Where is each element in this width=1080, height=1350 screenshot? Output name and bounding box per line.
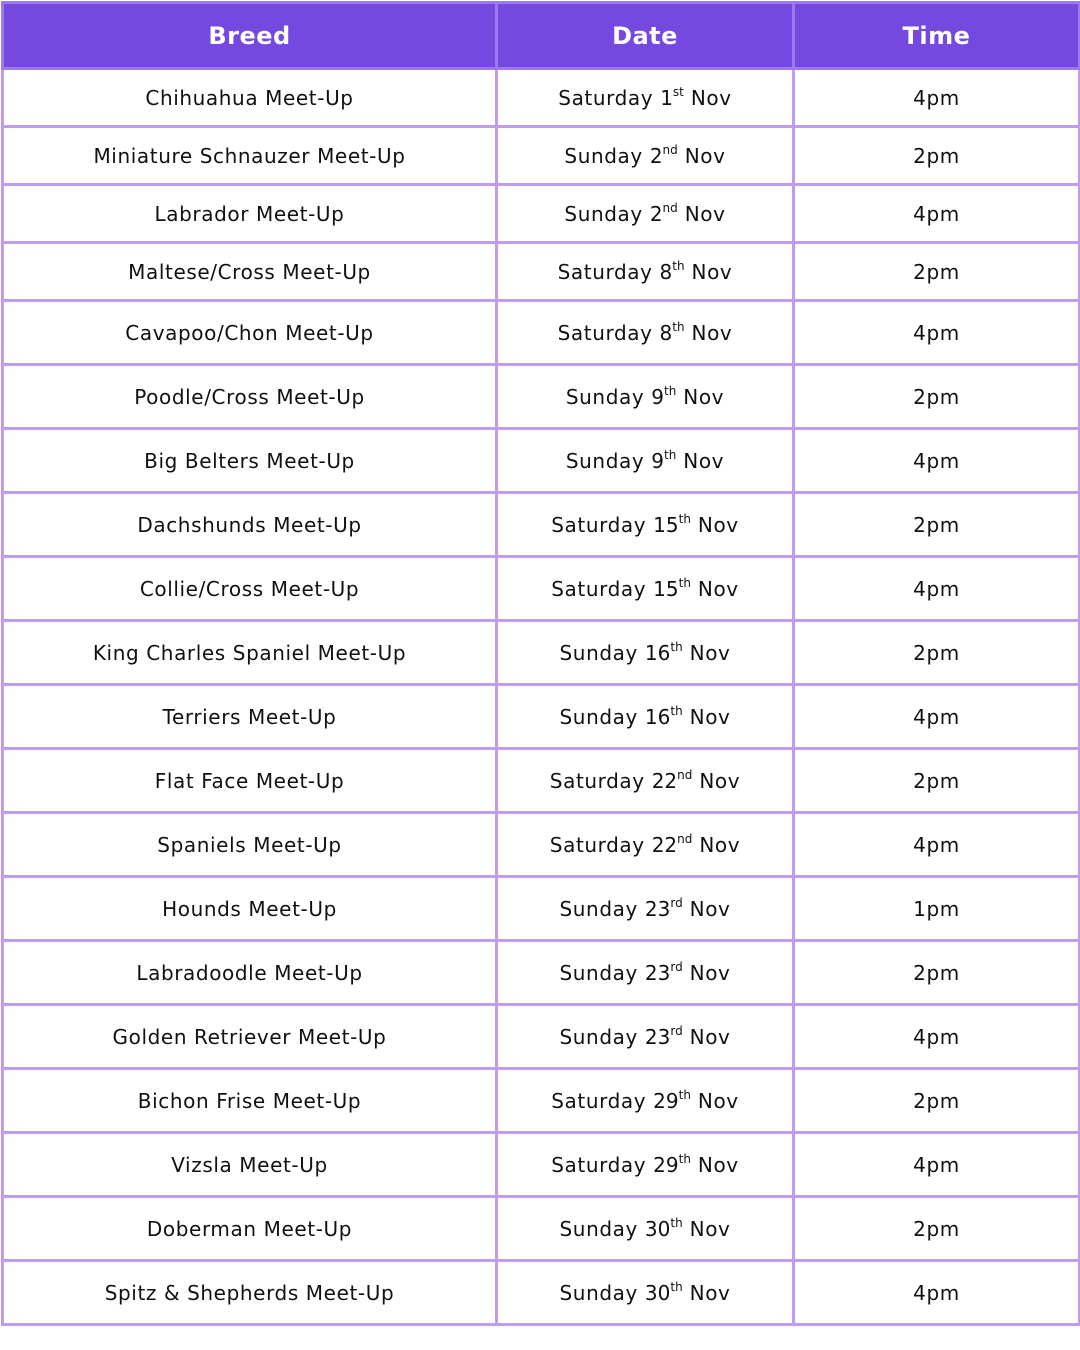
date-suffix: th xyxy=(670,703,683,718)
date-cell xyxy=(497,1069,794,1133)
table-row xyxy=(3,749,1080,813)
date-cell xyxy=(497,749,794,813)
date-suffix: th xyxy=(670,639,683,654)
date-cell xyxy=(497,557,794,621)
date-cell xyxy=(497,301,794,365)
table-row xyxy=(3,813,1080,877)
breed-cell: Labradoodle Meet-Up xyxy=(3,941,497,1005)
header-breed: Breed xyxy=(3,3,497,69)
date-day: Sunday xyxy=(565,448,645,473)
date-cell xyxy=(497,941,794,1005)
breed-cell: Hounds Meet-Up xyxy=(3,877,497,941)
breed-cell: King Charles Spaniel Meet-Up xyxy=(3,621,497,685)
date-cell xyxy=(497,621,794,685)
date-number: 15 xyxy=(653,576,679,601)
table-row xyxy=(3,877,1080,941)
date-month: Nov xyxy=(699,832,741,857)
date-cell xyxy=(497,185,794,243)
date-number: 29 xyxy=(653,1088,679,1113)
date-number: 16 xyxy=(644,640,671,665)
breed-cell: Cavapoo/Chon Meet-Up xyxy=(3,301,497,365)
date-month: Nov xyxy=(689,1216,731,1241)
date-cell xyxy=(497,685,794,749)
breed-cell: Spaniels Meet-Up xyxy=(3,813,497,877)
table-row xyxy=(3,1133,1080,1197)
breed-cell: Poodle/Cross Meet-Up xyxy=(3,365,497,429)
date-suffix: th xyxy=(678,1151,691,1166)
time-cell: 2pm xyxy=(794,941,1080,1005)
date-suffix: th xyxy=(670,1279,683,1294)
table-row xyxy=(3,301,1080,365)
date-number: 8 xyxy=(659,259,673,284)
breed-cell: Labrador Meet-Up xyxy=(3,185,497,243)
date-month: Nov xyxy=(684,201,726,226)
date-cell xyxy=(497,493,794,557)
date-cell xyxy=(497,877,794,941)
date-number: 30 xyxy=(644,1216,671,1241)
date-day: Sunday xyxy=(565,384,645,409)
date-month: Nov xyxy=(691,320,733,345)
date-suffix: th xyxy=(664,447,677,462)
time-cell: 4pm xyxy=(794,1005,1080,1069)
time-cell: 2pm xyxy=(794,621,1080,685)
table-row xyxy=(3,185,1080,243)
date-day: Sunday xyxy=(559,1024,638,1049)
breed-cell: Flat Face Meet-Up xyxy=(3,749,497,813)
date-day: Sunday xyxy=(559,1216,638,1241)
date-cell xyxy=(497,243,794,301)
date-month: Nov xyxy=(699,768,741,793)
date-number: 8 xyxy=(659,320,673,345)
date-suffix: th xyxy=(672,258,685,273)
time-cell: 4pm xyxy=(794,1133,1080,1197)
date-month: Nov xyxy=(697,1152,739,1177)
date-month: Nov xyxy=(690,85,732,110)
table-row xyxy=(3,429,1080,493)
date-month: Nov xyxy=(697,512,739,537)
date-suffix: nd xyxy=(662,200,678,215)
date-month: Nov xyxy=(689,960,731,985)
date-number: 30 xyxy=(644,1280,671,1305)
date-suffix: rd xyxy=(670,895,683,910)
breed-cell: Miniature Schnauzer Meet-Up xyxy=(3,127,497,185)
date-number: 9 xyxy=(651,448,664,473)
table-row xyxy=(3,365,1080,429)
table-row xyxy=(3,1005,1080,1069)
time-cell: 4pm xyxy=(794,69,1080,127)
date-cell xyxy=(497,365,794,429)
breed-cell: Doberman Meet-Up xyxy=(3,1197,497,1261)
date-suffix: th xyxy=(678,511,691,526)
breed-cell: Collie/Cross Meet-Up xyxy=(3,557,497,621)
date-number: 23 xyxy=(644,960,671,985)
date-number: 22 xyxy=(651,768,678,793)
breed-cell: Maltese/Cross Meet-Up xyxy=(3,243,497,301)
breed-cell: Golden Retriever Meet-Up xyxy=(3,1005,497,1069)
date-day: Saturday xyxy=(551,512,647,537)
date-suffix: th xyxy=(678,1087,691,1102)
table-row xyxy=(3,243,1080,301)
time-cell: 4pm xyxy=(794,185,1080,243)
date-month: Nov xyxy=(691,259,733,284)
date-month: Nov xyxy=(683,448,725,473)
time-cell: 2pm xyxy=(794,127,1080,185)
time-cell: 4pm xyxy=(794,813,1080,877)
date-month: Nov xyxy=(689,640,731,665)
date-month: Nov xyxy=(697,1088,739,1113)
date-day: Saturday xyxy=(557,259,653,284)
date-month: Nov xyxy=(683,384,725,409)
table-row xyxy=(3,1197,1080,1261)
date-day: Saturday xyxy=(551,1152,647,1177)
breed-cell: Dachshunds Meet-Up xyxy=(3,493,497,557)
breed-cell: Big Belters Meet-Up xyxy=(3,429,497,493)
date-day: Sunday xyxy=(564,201,643,226)
table-row xyxy=(3,557,1080,621)
date-number: 2 xyxy=(649,201,663,226)
date-number: 23 xyxy=(644,1024,671,1049)
date-suffix: th xyxy=(678,575,691,590)
table-row xyxy=(3,1261,1080,1325)
date-month: Nov xyxy=(697,576,739,601)
time-cell: 2pm xyxy=(794,243,1080,301)
date-number: 16 xyxy=(644,704,671,729)
date-suffix: nd xyxy=(662,142,678,157)
time-cell: 4pm xyxy=(794,301,1080,365)
date-cell xyxy=(497,1005,794,1069)
table-row xyxy=(3,685,1080,749)
breed-cell: Spitz & Shepherds Meet-Up xyxy=(3,1261,497,1325)
date-cell xyxy=(497,1197,794,1261)
date-cell xyxy=(497,1261,794,1325)
date-suffix: rd xyxy=(670,959,683,974)
time-cell: 1pm xyxy=(794,877,1080,941)
date-number: 23 xyxy=(644,896,671,921)
table-row xyxy=(3,127,1080,185)
date-day: Sunday xyxy=(559,704,638,729)
time-cell: 2pm xyxy=(794,493,1080,557)
date-suffix: nd xyxy=(677,831,693,846)
date-cell xyxy=(497,69,794,127)
date-suffix: th xyxy=(670,1215,683,1230)
date-day: Sunday xyxy=(559,1280,638,1305)
breed-cell: Bichon Frise Meet-Up xyxy=(3,1069,497,1133)
date-number: 15 xyxy=(653,512,679,537)
breed-cell: Chihuahua Meet-Up xyxy=(3,69,497,127)
breed-cell: Vizsla Meet-Up xyxy=(3,1133,497,1197)
date-suffix: st xyxy=(672,84,684,99)
date-day: Saturday xyxy=(551,1088,647,1113)
date-month: Nov xyxy=(689,1024,731,1049)
table-row xyxy=(3,1069,1080,1133)
date-number: 1 xyxy=(660,85,673,110)
time-cell: 4pm xyxy=(794,557,1080,621)
table-row xyxy=(3,493,1080,557)
date-month: Nov xyxy=(684,143,726,168)
date-cell xyxy=(497,1133,794,1197)
date-day: Saturday xyxy=(549,832,645,857)
date-cell xyxy=(497,127,794,185)
date-suffix: nd xyxy=(677,767,693,782)
breed-cell: Terriers Meet-Up xyxy=(3,685,497,749)
date-month: Nov xyxy=(689,1280,731,1305)
date-month: Nov xyxy=(689,896,731,921)
date-day: Saturday xyxy=(558,85,654,110)
date-cell xyxy=(497,813,794,877)
date-day: Sunday xyxy=(559,896,638,921)
date-suffix: th xyxy=(672,319,685,334)
date-number: 22 xyxy=(651,832,678,857)
date-day: Saturday xyxy=(549,768,645,793)
time-cell: 4pm xyxy=(794,429,1080,493)
meetup-schedule-table xyxy=(1,1,1080,1326)
time-cell: 2pm xyxy=(794,749,1080,813)
time-cell: 4pm xyxy=(794,685,1080,749)
table-row xyxy=(3,621,1080,685)
header-time: Time xyxy=(794,3,1080,69)
time-cell: 2pm xyxy=(794,1197,1080,1261)
date-number: 29 xyxy=(653,1152,679,1177)
date-day: Saturday xyxy=(551,576,647,601)
table-body xyxy=(3,69,1080,1325)
date-day: Sunday xyxy=(559,640,638,665)
date-day: Saturday xyxy=(557,320,653,345)
time-cell: 4pm xyxy=(794,1261,1080,1325)
date-number: 2 xyxy=(649,143,663,168)
date-number: 9 xyxy=(651,384,664,409)
date-suffix: rd xyxy=(670,1023,683,1038)
date-month: Nov xyxy=(689,704,731,729)
header-row xyxy=(3,3,1080,69)
time-cell: 2pm xyxy=(794,1069,1080,1133)
table-header xyxy=(3,3,1080,69)
time-cell: 2pm xyxy=(794,365,1080,429)
table-row xyxy=(3,69,1080,127)
table-row xyxy=(3,941,1080,1005)
header-date: Date xyxy=(497,3,794,69)
date-day: Sunday xyxy=(564,143,643,168)
date-day: Sunday xyxy=(559,960,638,985)
date-suffix: th xyxy=(664,383,677,398)
date-cell xyxy=(497,429,794,493)
